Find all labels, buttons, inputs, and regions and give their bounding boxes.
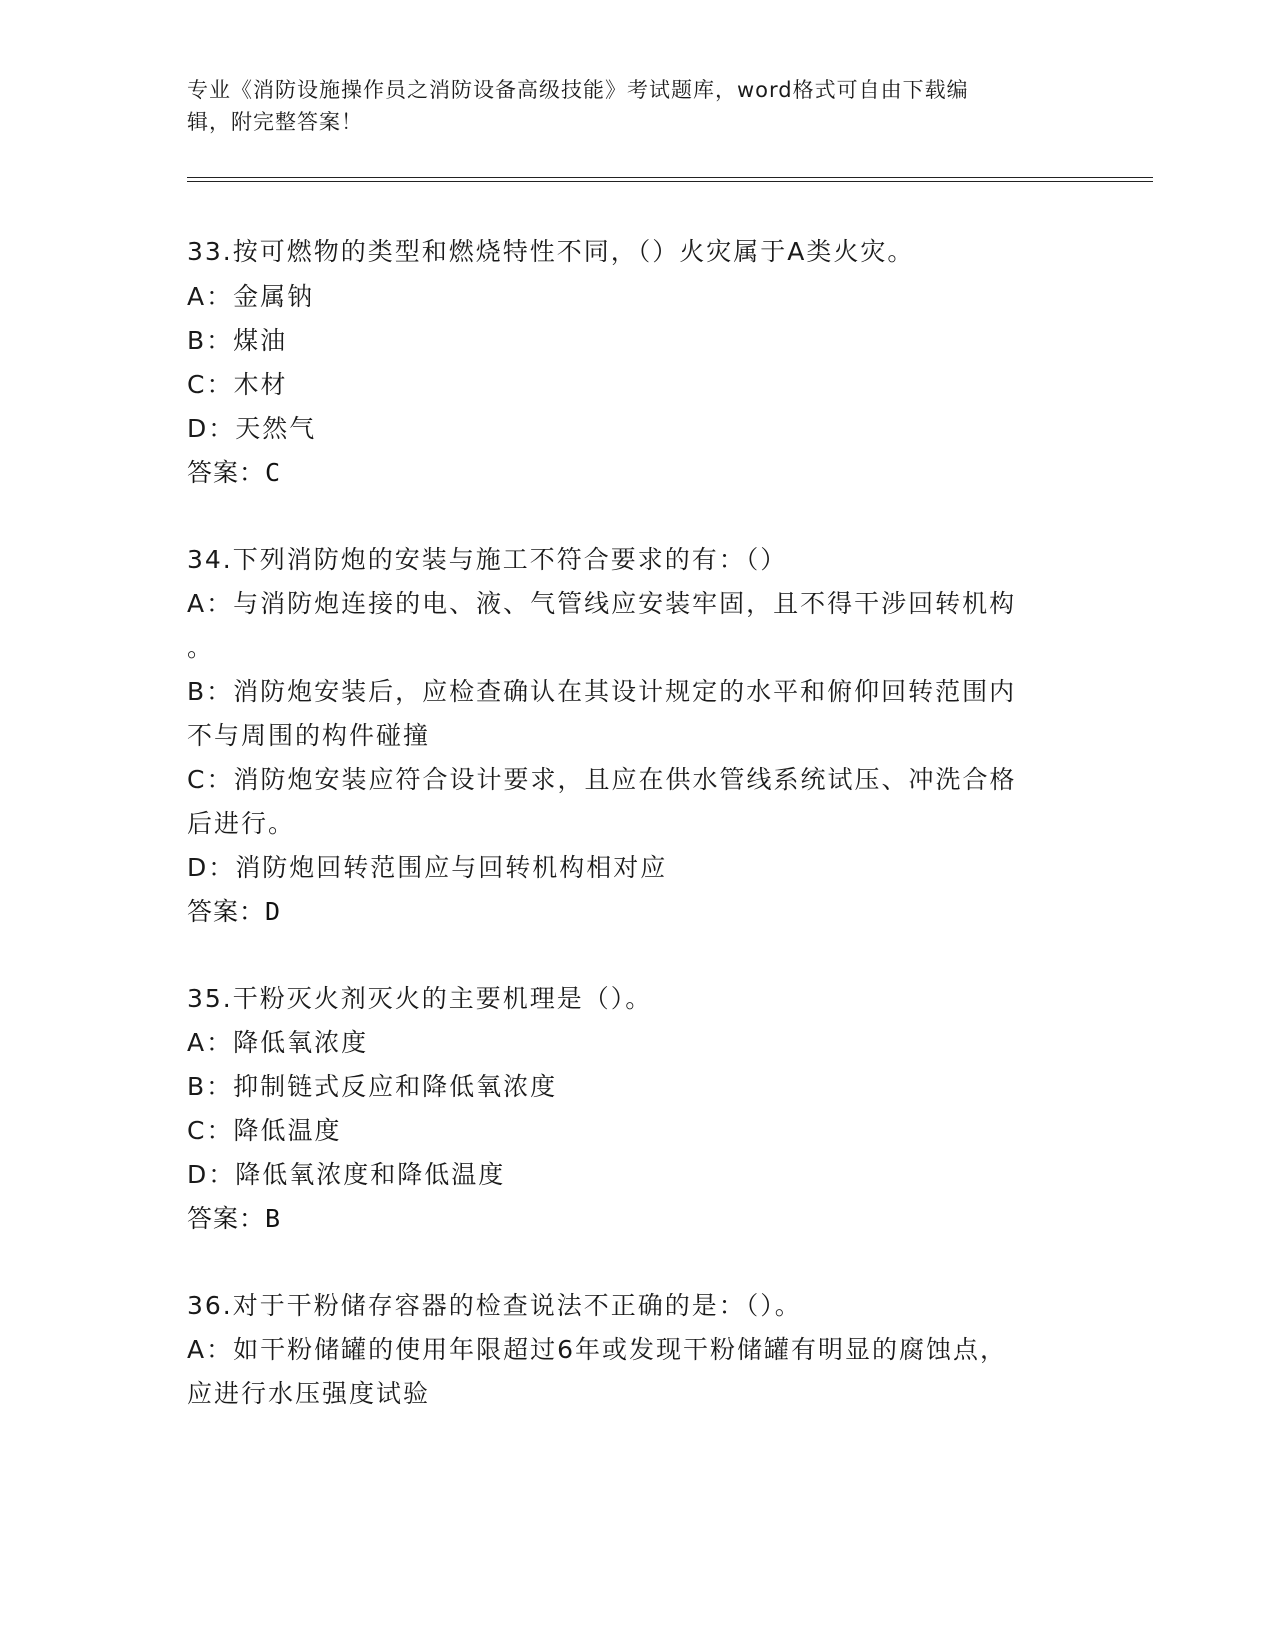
option-a: A：降低氧浓度 [187, 1028, 369, 1057]
option-b: B：抑制链式反应和降低氧浓度 [187, 1072, 558, 1101]
header-rule-top [187, 177, 1153, 178]
header-line-2: 辑，附完整答案！ [187, 110, 363, 134]
option-c: C：降低温度 [187, 1116, 342, 1145]
option-a: A：如干粉储罐的使用年限超过6年或发现干粉储罐有明显的腐蚀点， [187, 1335, 1008, 1364]
question-stem: 33.按可燃物的类型和燃烧特性不同，（）火灾属于A类火灾。 [187, 237, 915, 266]
answer-label: 答案： [187, 1204, 266, 1233]
answer-value: D [265, 897, 282, 926]
option-a-continuation: 。 [187, 633, 215, 662]
option-d: D：消防炮回转范围应与回转机构相对应 [187, 853, 668, 882]
option-c: C：木材 [187, 370, 288, 399]
answer-label: 答案： [187, 897, 266, 926]
option-a: A：与消防炮连接的电、液、气管线应安装牢固，且不得干涉回转机构 [187, 589, 1017, 618]
document-header [187, 74, 1067, 138]
option-c-continuation: 后进行。 [187, 809, 296, 838]
option-d: D：降低氧浓度和降低温度 [187, 1160, 506, 1189]
option-b-continuation: 不与周围的构件碰撞 [187, 721, 431, 750]
option-b: B：消防炮安装后，应检查确认在其设计规定的水平和俯仰回转范围内 [187, 677, 1017, 706]
answer-value: B [265, 1204, 282, 1233]
question-stem: 36.对于干粉储存容器的检查说法不正确的是：（）。 [187, 1291, 802, 1320]
option-a: A：金属钠 [187, 282, 315, 311]
answer-value: C [265, 458, 282, 487]
option-a-continuation: 应进行水压强度试验 [187, 1379, 431, 1408]
option-c: C：消防炮安装应符合设计要求，且应在供水管线系统试压、冲洗合格 [187, 765, 1017, 794]
question-stem: 35.干粉灭火剂灭火的主要机理是（）。 [187, 984, 653, 1013]
header-line-1: 专业《消防设施操作员之消防设备高级技能》考试题库，word格式可自由下载编 [187, 78, 969, 102]
answer [187, 895, 281, 929]
answer [187, 456, 281, 490]
answer [187, 1202, 281, 1236]
option-b: B：煤油 [187, 326, 288, 355]
answer-label: 答案： [187, 458, 266, 487]
header-rule-bottom [187, 181, 1153, 182]
option-d: D：天然气 [187, 414, 317, 443]
question-stem: 34.下列消防炮的安装与施工不符合要求的有：（） [187, 545, 788, 574]
